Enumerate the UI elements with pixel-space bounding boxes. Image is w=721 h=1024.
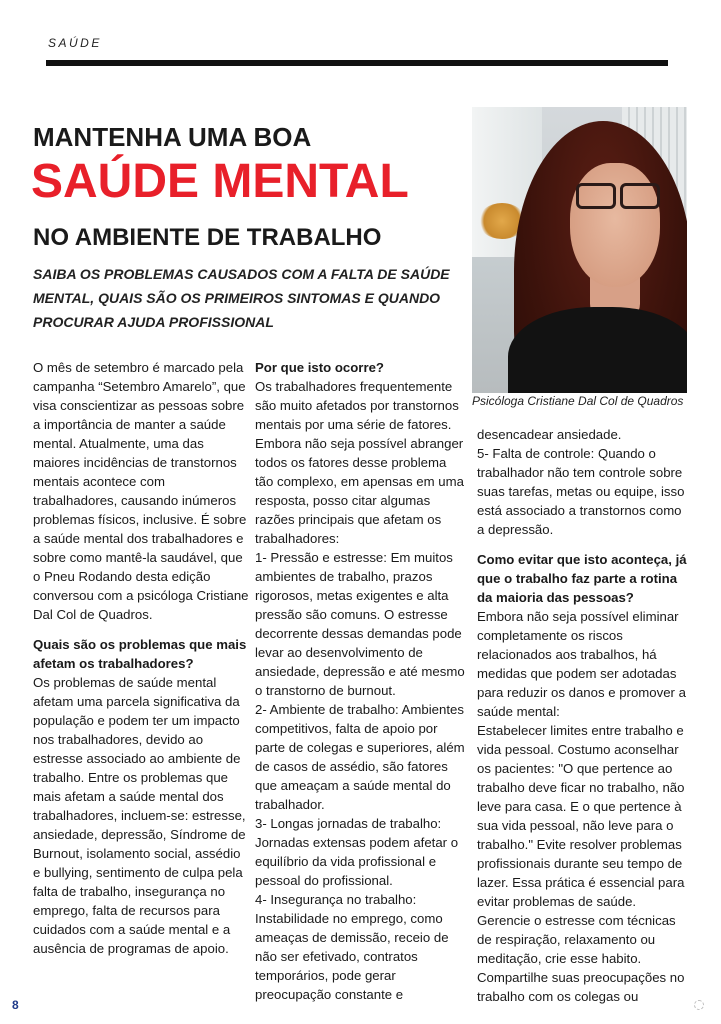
section-heading: Como evitar que isto aconteça, já que o trabalho faz parte a rotina da maioria das pessoas? [477, 552, 687, 605]
photo-body [508, 307, 687, 393]
intro-paragraph: O mês de setembro é marcado pela campanha “Setembro Amarelo”, que visa conscientizar as pessoas sobre a importância de manter a saúde mental. Atualmente, uma das maiores incidências de transtornos mentais acontece com trabalhadores, causando inúmeros problemas físicos, inclusive. É sobre a saúde mental dos trabalhadores e sobre como mantê-la saudável, que o Pneu Rodando desta edição conversou com a psicóloga Cristiane Dal Col de Quadros. [33, 360, 249, 622]
column-1 [33, 358, 251, 958]
page-number: 8 [12, 998, 19, 1012]
body-paragraph: Estabelecer limites entre trabalho e vida pessoal. Costumo aconselhar os pacientes: "O que pertence ao trabalho deve ficar no trabalho, não leve para casa. E o que pertence à sua vida pessoal, não leve para o trabalho." Evite resolver problemas profissionais durante seu tempo de lazer. Essa prática é essencial para evitar problemas de saúde. [477, 723, 685, 909]
header-rule [46, 60, 668, 66]
body-paragraph: Embora não seja possível eliminar completamente os riscos relacionados aos trabalhos, há medidas que podem ser adotadas para reduzir os danos e promover a saúde mental: [477, 609, 686, 719]
column-2 [255, 358, 467, 1004]
list-item: 1- Pressão e estresse: Em muitos ambientes de trabalho, prazos rigorosos, metas exigentes e alta pressão são comuns. O estresse decorrente dessas demandas pode levar ao desenvolvimento de ansiedade, depressão e até mesmo o transtorno de burnout. [255, 550, 465, 698]
headline-subhead: NO AMBIENTE DE TRABALHO [33, 224, 382, 251]
section-heading: Quais são os problemas que mais afetam os trabalhadores? [33, 637, 247, 671]
portrait-photo [472, 107, 687, 393]
body-paragraph: desencadear ansiedade. [477, 427, 622, 442]
list-item: 3- Longas jornadas de trabalho: Jornadas extensas podem afetar o equilíbrio da vida profissional e pessoal do profissional. [255, 816, 459, 888]
body-paragraph: Os trabalhadores frequentemente são muito afetados por transtornos mentais por uma série de fatores. Embora não seja possível abranger todos os fatores desse problema tão complexo, em apensas em uma resposta, posso citar algumas razões principais que afetam os trabalhadores: [255, 379, 464, 546]
glasses-icon [576, 183, 660, 207]
list-item: 2- Ambiente de trabalho: Ambientes competitivos, falta de apoio por parte de colegas e superiores, além de casos de assédio, são fatores que ameaçam a saúde mental do trabalhador. [255, 702, 465, 812]
column-3 [477, 425, 692, 1006]
body-paragraph: Compartilhe suas preocupações no trabalho com os colegas ou [477, 970, 685, 1004]
headline: SAÚDE MENTAL [31, 155, 409, 208]
list-item: 4- Insegurança no trabalho: Instabilidade no emprego, como ameaças de demissão, receio de não ser efetivado, contratos temporários, pode gerar preocupação constante e [255, 892, 449, 1002]
section-label: SAÚDE [48, 36, 102, 50]
corner-mark-icon [694, 1000, 704, 1010]
photo-face [570, 163, 660, 287]
body-paragraph: Gerencie o estresse com técnicas de respiração, relaxamento ou meditação, crie esse habito. [477, 913, 676, 966]
list-item: 5- Falta de controle: Quando o trabalhador não tem controle sobre suas tarefas, metas ou equipe, isso está associado a transtornos como a depressão. [477, 446, 685, 537]
section-heading: Por que isto ocorre? [255, 360, 384, 375]
photo-caption: Psicóloga Cristiane Dal Col de Quadros [472, 394, 684, 408]
headline-kicker: MANTENHA UMA BOA [33, 122, 312, 152]
standfirst: SAIBA OS PROBLEMAS CAUSADOS COM A FALTA DE SAÚDE MENTAL, QUAIS SÃO OS PRIMEIROS SINTOMAS E QUANDO PROCURAR AJUDA PROFISSIONAL [33, 266, 450, 330]
body-paragraph: Os problemas de saúde mental afetam uma parcela significativa da população e podem ter um impacto nos trabalhadores, devido ao estresse associado ao ambiente de trabalho. Entre os problemas que mais afetam a saúde mental dos trabalhadores, incluem-se: estresse, ansiedade, depressão, Síndrome de Burnout, isolamento social, assédio e bullying, sentimento de culpa pela falta de trabalho, insegurança no emprego, falta de recursos para cuidados com a saúde mental e a ausência de programas de apoio. [33, 675, 246, 956]
